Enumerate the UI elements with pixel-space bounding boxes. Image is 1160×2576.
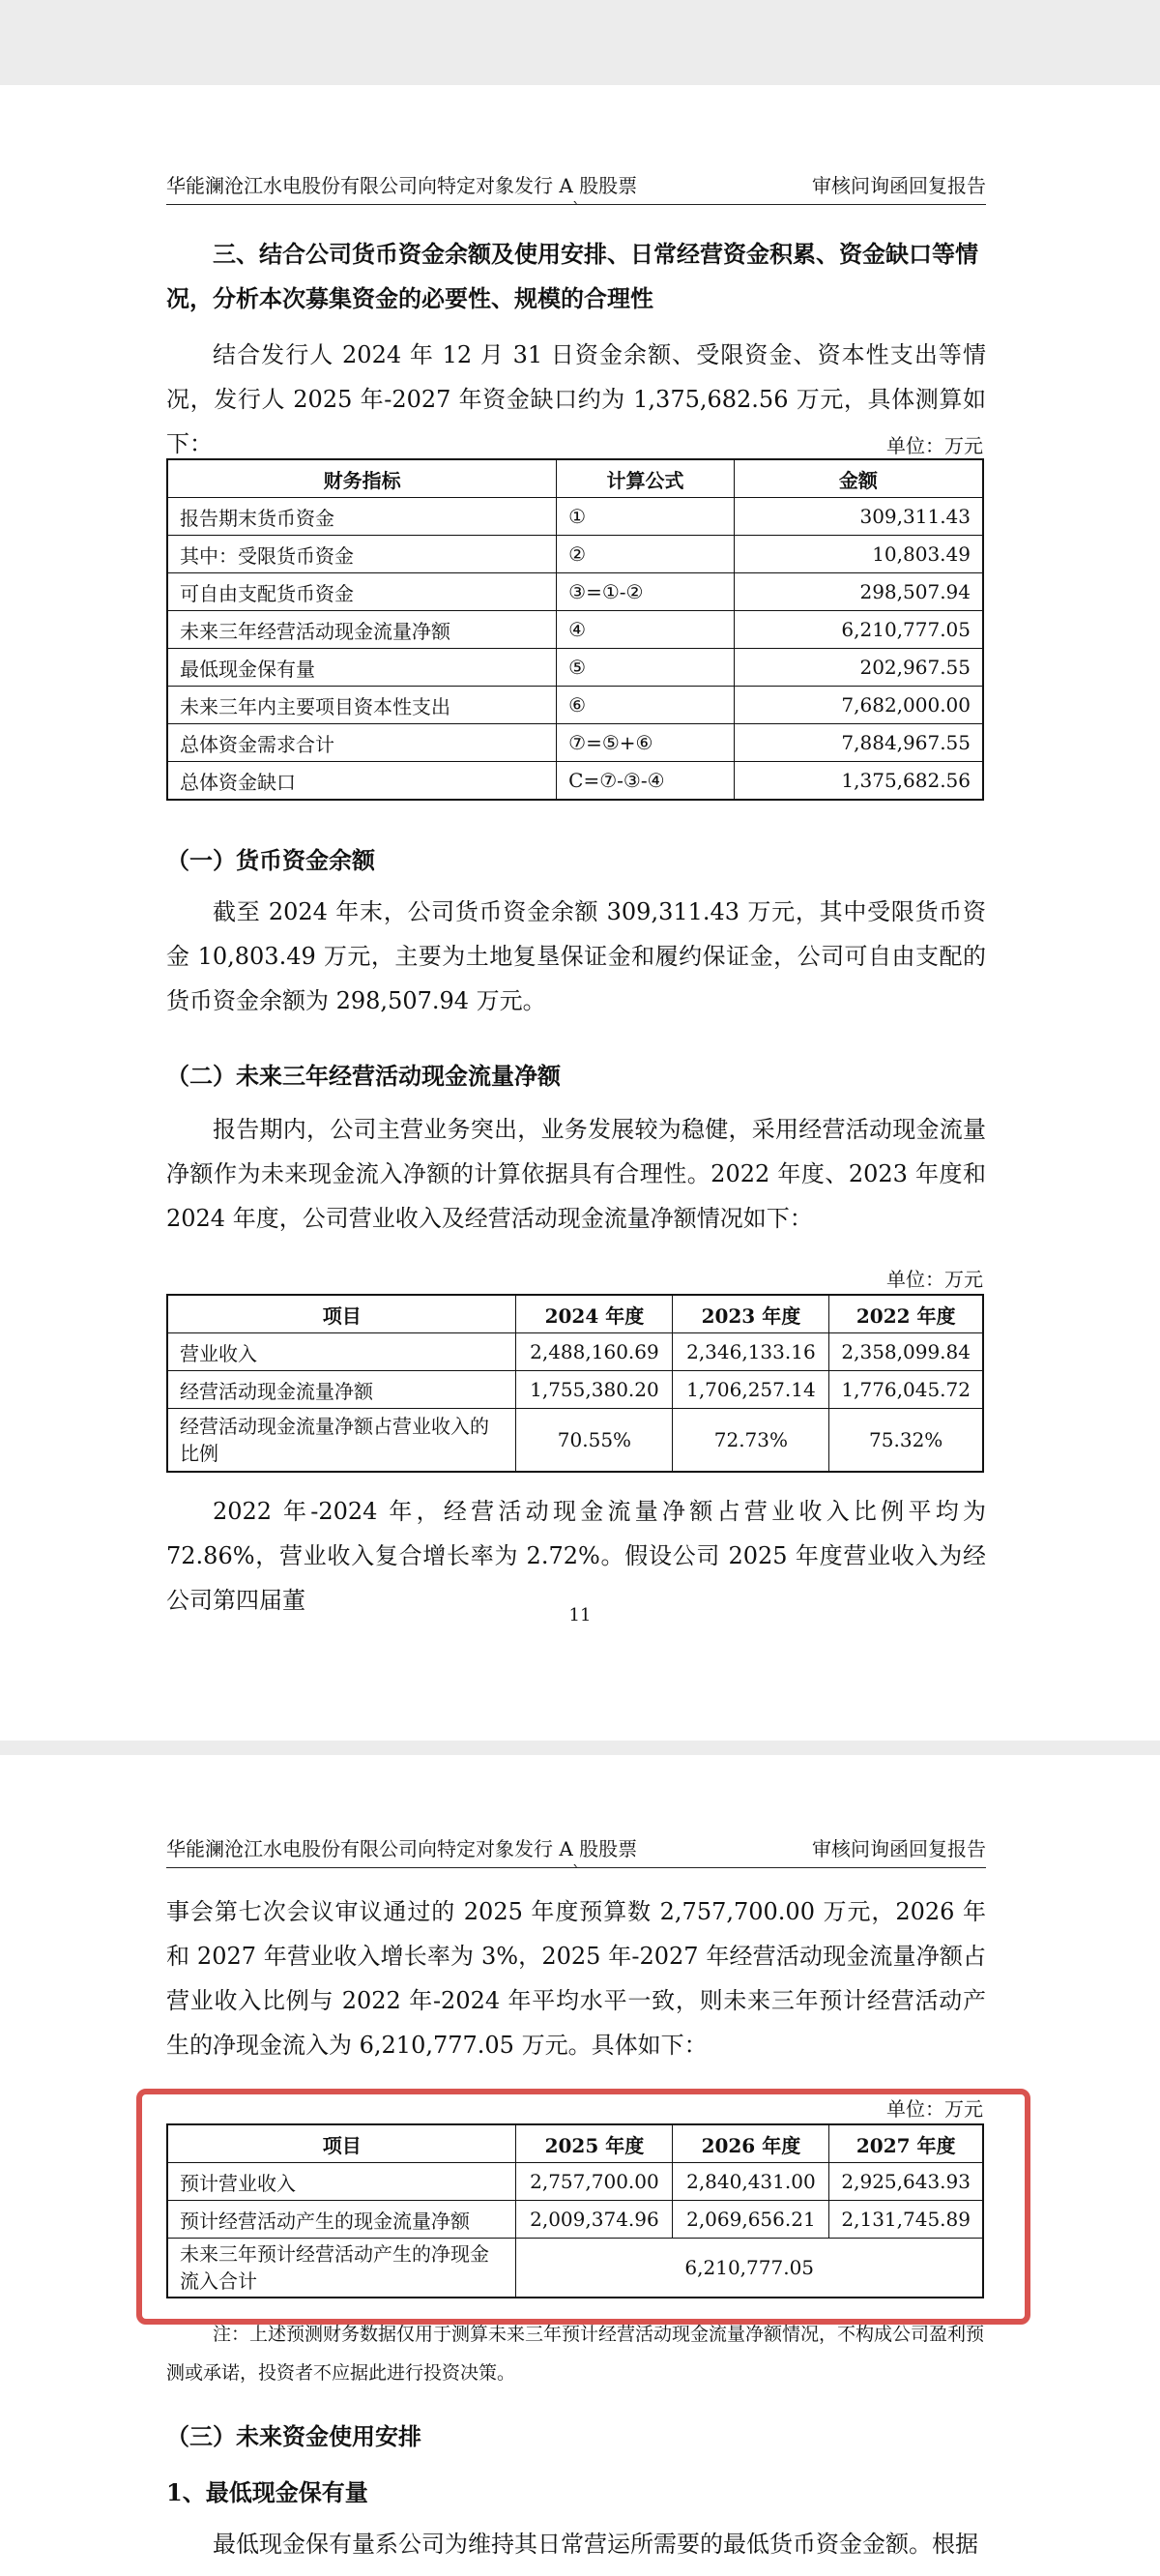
row-label: 营业收入 bbox=[167, 1333, 516, 1371]
table-row bbox=[167, 1371, 983, 1409]
subsection-3-1-title: 1、最低现金保有量 bbox=[166, 2478, 368, 2506]
table-row bbox=[167, 1333, 983, 1371]
cell-value: 2,488,160.69 bbox=[516, 1333, 673, 1371]
row-formula: ④ bbox=[557, 611, 735, 649]
cell-value: 2,757,700.00 bbox=[516, 2163, 673, 2201]
row-amount: 10,803.49 bbox=[734, 536, 983, 573]
table-row bbox=[167, 573, 983, 611]
table-row bbox=[167, 498, 983, 536]
cell-value: 70.55% bbox=[516, 1409, 673, 1473]
column-header: 2027 年度 bbox=[829, 2124, 983, 2163]
row-formula: ⑦=⑤+⑥ bbox=[557, 724, 735, 762]
section-title: 三、结合公司货币资金余额及使用安排、日常经营资金积累、资金缺口等情况，分析本次募集资金的必要性、规模的合理性 bbox=[166, 240, 978, 312]
row-formula: C=⑦-③-④ bbox=[557, 762, 735, 801]
row-formula: ③=①-② bbox=[557, 573, 735, 611]
row-label: 可自由支配货币资金 bbox=[167, 573, 557, 611]
header-mark: ` bbox=[572, 1862, 580, 1881]
cell-value: 72.73% bbox=[673, 1409, 829, 1473]
row-amount: 298,507.94 bbox=[734, 573, 983, 611]
column-header: 2024 年度 bbox=[516, 1295, 673, 1333]
header-left: 华能澜沧江水电股份有限公司向特定对象发行 A 股股票 bbox=[166, 1837, 638, 1860]
table-header-row bbox=[167, 1295, 983, 1333]
row-amount: 1,375,682.56 bbox=[734, 762, 983, 801]
cell-value: 1,755,380.20 bbox=[516, 1371, 673, 1409]
row-formula: ① bbox=[557, 498, 735, 536]
cell-value: 2,131,745.89 bbox=[829, 2201, 983, 2239]
table-row bbox=[167, 649, 983, 687]
row-label: 经营活动现金流量净额占营业收入的比例 bbox=[167, 1409, 516, 1473]
subsection-1-paragraph: 截至 2024 年末，公司货币资金余额 309,311.43 万元，其中受限货币资金 10,803.49 万元，主要为土地复垦保证金和履约保证金，公司可自由支配的货币资金余额为 298,507.94 万元。 bbox=[166, 898, 986, 1014]
column-header: 项目 bbox=[167, 2124, 516, 2163]
total-value: 6,210,777.05 bbox=[516, 2239, 983, 2298]
cell-value: 1,706,257.14 bbox=[673, 1371, 829, 1409]
last-paragraph: 最低现金保有量系公司为维持其日常营运所需要的最低货币资金金额。根据 bbox=[213, 2531, 978, 2558]
cell-value: 2,009,374.96 bbox=[516, 2201, 673, 2239]
column-header: 项目 bbox=[167, 1295, 516, 1333]
operating-cashflow-table bbox=[166, 1294, 984, 1473]
column-header: 财务指标 bbox=[167, 459, 557, 498]
unit-label-2: 单位：万元 bbox=[886, 1268, 983, 1291]
table-row bbox=[167, 687, 983, 724]
cell-value: 2,358,099.84 bbox=[829, 1333, 983, 1371]
row-label: 预计营业收入 bbox=[167, 2163, 516, 2201]
row-label: 未来三年内主要项目资本性支出 bbox=[167, 687, 557, 724]
cell-value: 2,840,431.00 bbox=[673, 2163, 829, 2201]
column-header: 计算公式 bbox=[557, 459, 735, 498]
table-header-row bbox=[167, 459, 983, 498]
row-formula: ⑤ bbox=[557, 649, 735, 687]
row-label: 总体资金需求合计 bbox=[167, 724, 557, 762]
unit-label-1: 单位：万元 bbox=[886, 434, 983, 457]
header-mark: ` bbox=[572, 199, 580, 218]
cell-value: 1,776,045.72 bbox=[829, 1371, 983, 1409]
table-row bbox=[167, 536, 983, 573]
column-header: 金额 bbox=[734, 459, 983, 498]
subsection-3-title: （三）未来资金使用安排 bbox=[166, 2422, 421, 2450]
cell-value: 2,925,643.93 bbox=[829, 2163, 983, 2201]
header-right: 审核问询函回复报告 bbox=[812, 174, 986, 197]
capital-gap-table bbox=[166, 458, 984, 801]
cell-value: 2,069,656.21 bbox=[673, 2201, 829, 2239]
highlight-box bbox=[136, 2089, 1030, 2325]
table-row bbox=[167, 724, 983, 762]
row-label: 总体资金缺口 bbox=[167, 762, 557, 801]
row-label: 预计经营活动产生的现金流量净额 bbox=[167, 2201, 516, 2239]
paragraph-after-table-2: 2022 年-2024 年，经营活动现金流量净额占营业收入比例平均为 72.86%，营业收入复合增长率为 2.72%。假设公司 2025 年度营业收入为经公司第四届董 bbox=[166, 1498, 986, 1614]
row-amount: 309,311.43 bbox=[734, 498, 983, 536]
table-note: 注：上述预测财务数据仅用于测算未来三年预计经营活动现金流量净额情况，不构成公司盈利预测或承诺，投资者不应据此进行投资决策。 bbox=[166, 2324, 985, 2384]
subsection-2-title: （二）未来三年经营活动现金流量净额 bbox=[166, 1062, 561, 1090]
row-label: 其中：受限货币资金 bbox=[167, 536, 557, 573]
row-label: 最低现金保有量 bbox=[167, 649, 557, 687]
row-amount: 7,682,000.00 bbox=[734, 687, 983, 724]
header-right: 审核问询函回复报告 bbox=[812, 1837, 986, 1860]
column-header: 2022 年度 bbox=[829, 1295, 983, 1333]
column-header: 2025 年度 bbox=[516, 2124, 673, 2163]
table-row bbox=[167, 1409, 983, 1473]
row-amount: 6,210,777.05 bbox=[734, 611, 983, 649]
cell-value: 75.32% bbox=[829, 1409, 983, 1473]
row-label: 报告期末货币资金 bbox=[167, 498, 557, 536]
row-formula: ⑥ bbox=[557, 687, 735, 724]
unit-label-3: 单位：万元 bbox=[886, 2097, 983, 2121]
cell-value: 2,346,133.16 bbox=[673, 1333, 829, 1371]
row-formula: ② bbox=[557, 536, 735, 573]
header-left: 华能澜沧江水电股份有限公司向特定对象发行 A 股股票 bbox=[166, 174, 638, 197]
page-2-paragraph: 事会第七次会议审议通过的 2025 年度预算数 2,757,700.00 万元，2026 年和 2027 年营业收入增长率为 3%，2025 年-2027 年经营活动现金流量净额占营业收入比例与 2022 年-2024 年平均水平一致，则未来三年预计经营活动产生的净现金流入为 6,210,777.05 万元。具体如下： bbox=[166, 1898, 986, 2059]
subsection-2-paragraph: 报告期内，公司主营业务突出，业务发展较为稳健，采用经营活动现金流量净额作为未来现金流入净额的计算依据具有合理性。2022 年度、2023 年度和 2024 年度，公司营业收入及经营活动现金流量净额情况如下： bbox=[166, 1116, 986, 1232]
table-row bbox=[167, 762, 983, 801]
page-number: 11 bbox=[568, 1605, 592, 1625]
row-label: 未来三年经营活动现金流量净额 bbox=[167, 611, 557, 649]
subsection-1-title: （一）货币资金余额 bbox=[166, 846, 375, 874]
column-header: 2026 年度 bbox=[673, 2124, 829, 2163]
intro-paragraph: 结合发行人 2024 年 12 月 31 日资金余额、受限资金、资本性支出等情况，发行人 2025 年-2027 年资金缺口约为 1,375,682.56 万元，具体测算如下： bbox=[166, 341, 986, 457]
row-label: 经营活动现金流量净额 bbox=[167, 1371, 516, 1409]
row-amount: 7,884,967.55 bbox=[734, 724, 983, 762]
row-amount: 202,967.55 bbox=[734, 649, 983, 687]
column-header: 2023 年度 bbox=[673, 1295, 829, 1333]
total-label: 未来三年预计经营活动产生的净现金流入合计 bbox=[167, 2239, 516, 2298]
table-row bbox=[167, 611, 983, 649]
